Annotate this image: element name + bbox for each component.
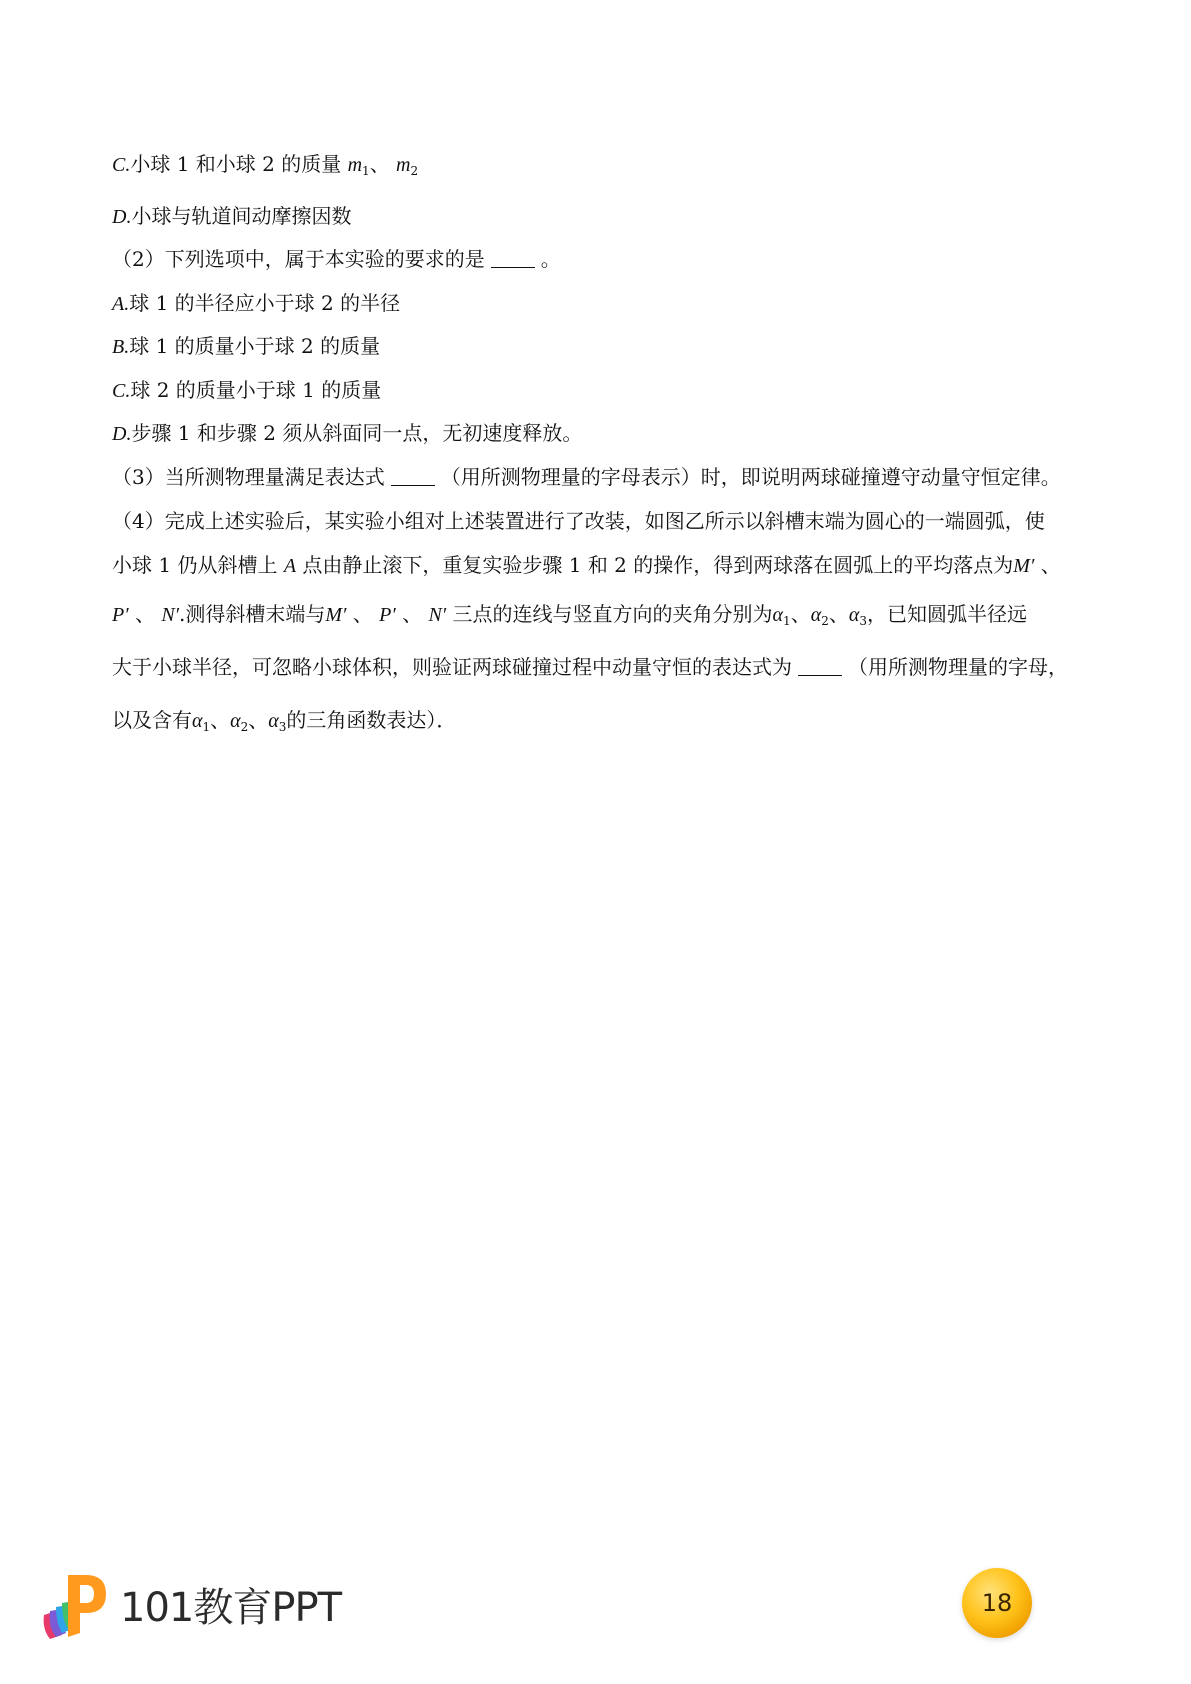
question-2-line <box>112 245 561 273</box>
separator: 、 <box>828 602 849 626</box>
math-sub: 1 <box>783 614 791 628</box>
logo-p-icon <box>40 1567 110 1642</box>
separator: 、 <box>352 602 373 626</box>
option-label: D. <box>112 206 132 228</box>
option-text: 步骤 1 和步骤 2 须从斜面同一点，无初速度释放。 <box>131 421 583 445</box>
option-label: A. <box>112 293 130 315</box>
question-text: 小球 1 仍从斜槽上 <box>112 553 278 577</box>
brand-logo <box>40 1567 341 1642</box>
option-d-line <box>112 202 351 231</box>
question-4-line-4 <box>112 653 1068 681</box>
q2-option-b-line <box>112 332 380 361</box>
separator: 、 <box>210 708 231 732</box>
math-var: P′ <box>112 604 129 626</box>
math-sub: 3 <box>278 720 287 734</box>
math-var: α <box>230 710 241 732</box>
logo-text: 101教育PPT <box>120 1585 342 1631</box>
question-4-line-5 <box>112 706 456 735</box>
math-var: α <box>268 710 279 732</box>
option-text: 球 1 的半径应小于球 2 的半径 <box>129 291 401 315</box>
question-text: （用所测物理量的字母， <box>848 655 1068 679</box>
question-text: ，已知圆弧半径远 <box>866 602 1027 626</box>
math-var: α <box>192 710 203 732</box>
q2-option-d-line <box>112 419 582 448</box>
answer-blank <box>391 467 435 486</box>
option-text: 球 2 的质量小于球 1 的质量 <box>130 378 382 402</box>
math-var: N′ <box>161 604 180 626</box>
math-var: m <box>347 154 363 176</box>
option-c-line <box>112 150 418 179</box>
math-var: N′ <box>428 604 447 626</box>
question-end: 。 <box>540 247 561 271</box>
question-text: （3）当所测物理量满足表达式 <box>112 465 385 489</box>
option-label: C. <box>112 154 131 176</box>
page-number-badge <box>962 1568 1032 1638</box>
math-sub: 1 <box>202 720 211 734</box>
separator: 、 <box>1040 553 1061 577</box>
separator: 、 <box>790 602 811 626</box>
math-sub: 3 <box>859 614 867 628</box>
math-var: P′ <box>379 604 396 626</box>
math-sub: 2 <box>410 164 419 178</box>
separator: 、 <box>134 602 155 626</box>
question-text: （4）完成上述实验后，某实验小组对上述装置进行了改装，如图乙所示以斜槽末端为圆心的一端圆弧，使 <box>112 509 1045 533</box>
option-text: 球 1 的质量小于球 2 的质量 <box>129 334 381 358</box>
question-4-line-1 <box>112 507 1045 535</box>
math-var: α <box>810 604 822 626</box>
math-sub: 2 <box>821 614 829 628</box>
question-text: .测得斜槽末端与 <box>179 602 326 626</box>
separator: 、 <box>248 708 269 732</box>
question-text: 点由静止滚下，重复实验步骤 1 和 2 的操作，得到两球落在圆弧上的平均落点为 <box>302 553 1014 577</box>
math-var: α <box>848 604 860 626</box>
question-text: 三点的连线与竖直方向的夹角分别为 <box>452 602 773 626</box>
math-var: A <box>283 555 297 577</box>
answer-blank <box>491 249 535 268</box>
math-var: α <box>772 604 784 626</box>
math-sub: 1 <box>362 164 370 178</box>
option-label: D. <box>112 423 132 445</box>
question-4-line-2 <box>112 551 1061 580</box>
question-text: （2）下列选项中，属于本实验的要求的是 <box>112 247 485 271</box>
separator: 、 <box>369 152 390 176</box>
question-text-end: （用所测物理量的字母表示）时，即说明两球碰撞遵守动量守恒定律。 <box>440 465 1061 489</box>
q2-option-c-line <box>112 376 381 405</box>
math-var: M′ <box>1013 555 1035 577</box>
question-text: 以及含有 <box>112 708 192 732</box>
option-text: 小球与轨道间动摩擦因数 <box>131 204 352 228</box>
option-text: 小球 1 和小球 2 的质量 <box>130 152 342 176</box>
question-4-line-3 <box>112 600 1027 629</box>
math-sub: 2 <box>240 720 249 734</box>
q2-option-a-line <box>112 289 400 318</box>
math-var: m <box>396 154 411 176</box>
math-var: M′ <box>325 604 347 626</box>
question-3-line <box>112 463 1061 491</box>
page-number: 18 <box>981 1589 1013 1617</box>
separator: 、 <box>402 602 423 626</box>
answer-blank <box>798 657 842 676</box>
question-text: 的三角函数表达）． <box>286 708 457 732</box>
option-label: B. <box>112 336 130 358</box>
question-text: 大于小球半径，可忽略小球体积，则验证两球碰撞过程中动量守恒的表达式为 <box>112 655 792 679</box>
option-label: C. <box>112 380 131 402</box>
